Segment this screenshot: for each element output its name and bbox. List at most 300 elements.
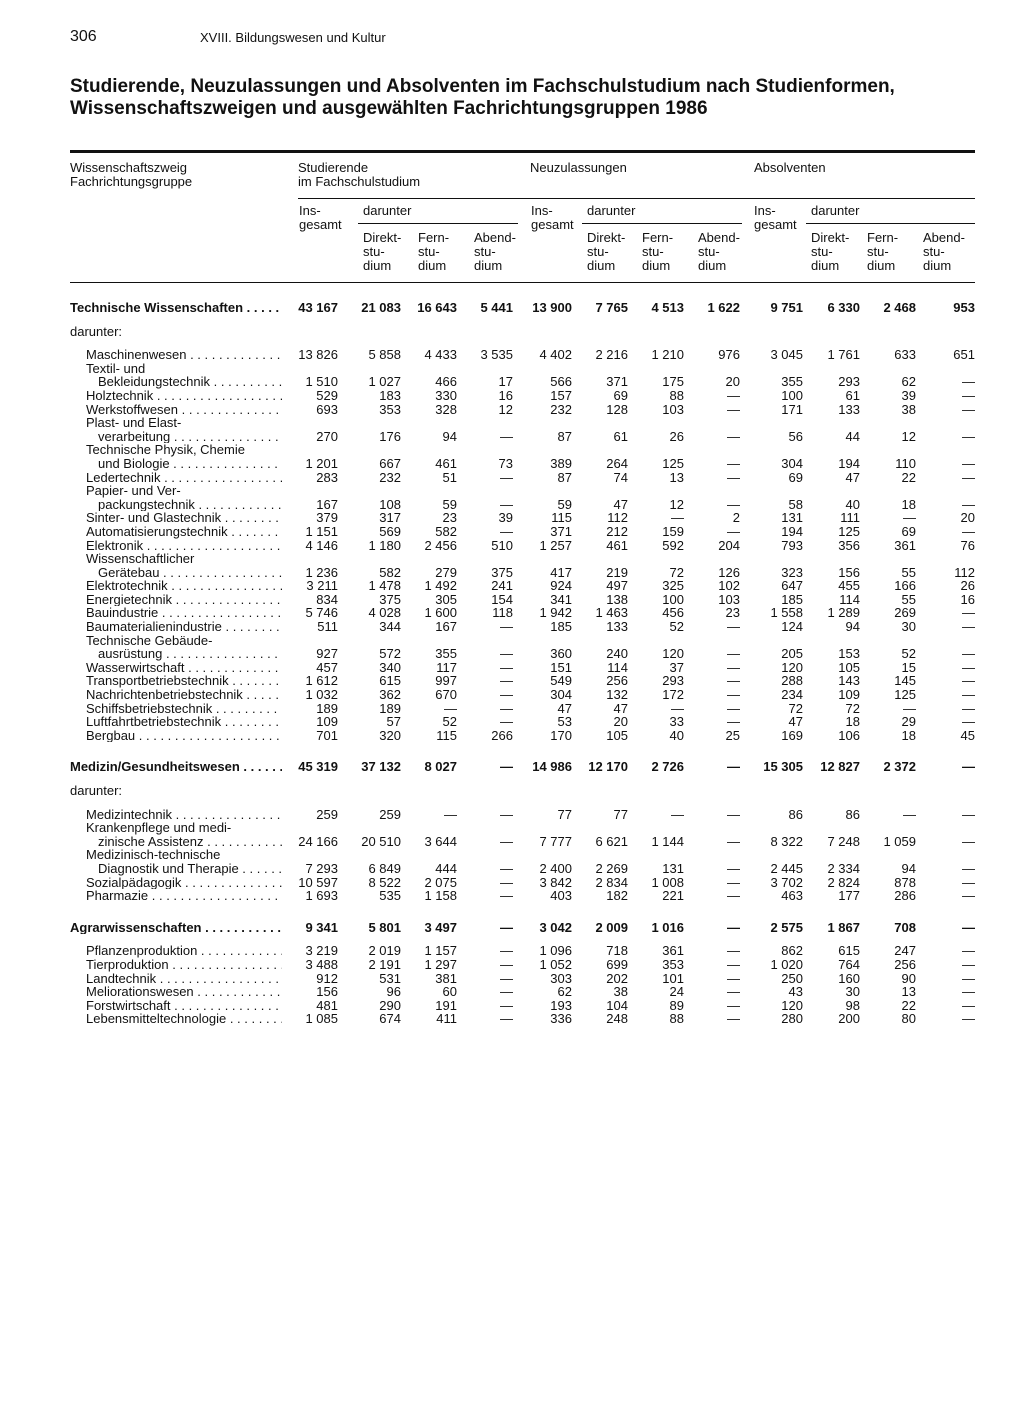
table-cell: 510 [491,537,513,553]
table-cell: 89 [669,997,684,1013]
table-cell: 444 [435,860,457,876]
table-cell: 293 [838,374,860,390]
table-cell: — [962,619,975,635]
table-cell: 72 [669,564,684,580]
table-cell: 288 [781,673,803,689]
insgesamt-line: Ins- [531,203,553,218]
table-cell: — [727,700,740,716]
table-cell: 330 [435,387,457,403]
row-label-text: Technische Gebäude- [86,633,213,648]
table-cell: — [500,700,513,716]
table-cell: 90 [901,970,916,986]
table-cell: — [500,997,513,1013]
table-cell: 12 [669,496,684,512]
table-cell: 3 842 [539,874,572,890]
table-cell: 1 693 [305,888,338,904]
table-cell: 360 [550,646,572,662]
table-cell: 456 [662,605,684,621]
table-cell: 16 [498,387,513,403]
table-cell: 1 236 [305,564,338,580]
table-row [70,525,975,539]
table-cell: 194 [838,455,860,471]
table-cell: 43 167 [298,300,338,315]
table-cell: 256 [606,673,628,689]
insgesamt-line: gesamt [531,217,574,232]
sub-line: Abend- [474,230,516,245]
row-label-text: Sinter- und Glastechnik . . . [70,511,282,525]
table-cell: 47 [613,700,628,716]
table-row [70,1012,975,1026]
row-label-text: Medizinisch-technische [86,848,221,862]
row-label-text: Forstwirtschaft . . . [70,999,282,1013]
table-cell: 45 [960,727,975,743]
table-cell: — [962,401,975,417]
row-label-text: Nachrichtenbetriebstechnik . . . [70,688,282,702]
sub-line: stu- [642,244,664,259]
table-cell: 259 [379,806,401,822]
table-cell: 23 [725,605,740,621]
table-cell: 13 [669,469,684,485]
table-cell: 344 [379,619,401,635]
table-cell: 94 [442,428,457,444]
table-cell: 112 [607,510,628,526]
table-cell: 1 463 [595,605,628,621]
table-cell: — [500,943,513,959]
table-cell: 145 [894,673,916,689]
table-cell: 5 441 [480,300,513,315]
table-cell: 290 [379,997,401,1013]
table-cell: 39 [498,510,513,526]
table-cell: 51 [442,469,457,485]
table-cell: — [962,687,975,703]
row-label-text: Elektrotechnik . . . [70,579,282,593]
table-cell: — [444,806,457,822]
row-label-text: Agrarwissenschaften . . . [70,921,282,935]
table-cell: 615 [379,673,401,689]
table-cell: 566 [550,374,572,390]
table-cell: 1 257 [539,537,572,553]
table-cell: 22 [901,469,916,485]
empty-cell [282,552,975,566]
sub-line: dium [867,258,896,273]
darunter-header: darunter [587,203,636,218]
table-cell: — [962,888,975,904]
table-cell: 13 900 [532,300,572,315]
table-cell: — [727,860,740,876]
table-cell: — [727,997,740,1013]
table-cell: 120 [781,997,803,1013]
table-rows [70,283,975,1026]
table-cell: 912 [316,970,338,986]
table-cell: 764 [838,956,860,972]
table-cell: 647 [781,578,803,594]
table-cell: 33 [669,714,684,730]
row-label [70,688,282,702]
table-title [70,76,970,120]
table-row [70,579,975,593]
table-cell: 1 032 [305,687,338,703]
table-row [70,715,975,729]
table-cell: — [500,496,513,512]
table-row [70,889,975,903]
table-cell: 2 824 [827,874,860,890]
group-header-line: Absolventen [754,160,826,175]
insgesamt-line: gesamt [299,217,342,232]
table-cell: 194 [781,523,803,539]
table-cell: — [671,700,684,716]
table-cell: 72 [845,700,860,716]
table-cell: — [962,469,975,485]
table-row [70,430,975,444]
table-cell: 212 [606,523,628,539]
table-cell: 1 151 [305,523,338,539]
table-cell: 379 [316,510,338,526]
table-cell: 12 827 [820,759,860,775]
row-label [70,715,282,729]
empty-cell [282,484,975,498]
table-cell: 5 746 [305,605,338,621]
table-cell: 4 028 [368,605,401,621]
table-cell: 87 [557,428,572,444]
table-cell: 114 [839,591,860,607]
table-row [70,375,975,389]
table-cell: 1 201 [305,455,338,471]
group-header-absolventen [754,161,826,175]
table-cell: 202 [606,970,628,986]
table-cell: 2 [732,510,740,526]
row-label [70,511,282,525]
row-label [70,999,282,1013]
row-label [70,848,282,862]
table-cell: — [727,496,740,512]
table-cell: 389 [550,455,572,471]
sub-line: dium [474,258,503,273]
table-row [70,958,975,972]
table-cell: — [962,714,975,730]
table-cell: 461 [435,455,457,471]
table-cell: 1 210 [651,347,684,363]
sub-line: dium [418,258,447,273]
table-cell: 371 [606,374,628,390]
table-cell: 270 [316,428,338,444]
table-cell: 105 [838,659,860,675]
table-cell: 878 [894,874,916,890]
table-cell: 259 [316,806,338,822]
sub-line: Fern- [867,230,899,245]
table-cell: 156 [316,984,338,1000]
row-label [70,889,282,903]
table-cell: 701 [316,727,338,743]
table-cell: — [727,646,740,662]
sub-line: dium [363,258,392,273]
row-label-text: Elektronik . . . [70,539,282,553]
table-cell: 304 [781,455,803,471]
fernstudium-header [418,231,449,273]
table-cell: 59 [442,496,457,512]
table-cell: 88 [669,387,684,403]
table-cell: 549 [550,673,572,689]
table-cell: 30 [901,619,916,635]
row-label-text: Sozialpädagogik . . . [70,876,282,890]
table-row [70,457,975,471]
table-cell: 16 [960,591,975,607]
darunter-header: darunter [811,203,860,218]
row-label-text: Medizintechnik . . . [70,808,282,822]
table-cell: 8 027 [424,759,457,775]
table-cell: — [500,833,513,849]
table-cell: 699 [606,956,628,972]
row-label [70,903,282,935]
row-label [70,403,282,417]
table-cell: 976 [718,347,740,363]
table-cell: 191 [435,997,457,1013]
table-cell: 651 [953,347,975,363]
table-cell: 461 [606,537,628,553]
table-cell: — [500,806,513,822]
table-cell: 72 [788,700,803,716]
table-cell: — [500,659,513,675]
table-cell: 189 [379,700,401,716]
sub-line: Fern- [418,230,450,245]
table-cell: — [727,401,740,417]
table-cell: 2 468 [883,300,916,315]
table-cell: 582 [379,564,401,580]
row-label [70,972,282,986]
table-cell: — [727,469,740,485]
table-cell: 114 [607,659,628,675]
table-cell: 336 [550,1011,572,1027]
empty-cell [282,774,975,808]
table-cell: 13 826 [298,347,338,363]
table-cell: 997 [435,673,457,689]
table-row [70,511,975,525]
table-cell: 323 [781,564,803,580]
table-cell: — [727,888,740,904]
insgesamt-line: gesamt [754,217,797,232]
table-cell: 109 [838,687,860,703]
stub-header-line: Wissenschaftszweig [70,160,188,175]
table-cell: 18 [901,496,916,512]
table-cell: 37 [669,659,684,675]
table-row [70,389,975,403]
table-cell: 182 [606,888,628,904]
table-cell: — [962,428,975,444]
insgesamt-header [531,204,574,232]
table-cell: 56 [788,428,803,444]
abendstudium-header [474,231,516,273]
table-cell: 481 [316,997,338,1013]
row-label [70,566,282,580]
table-cell: 1 144 [651,833,684,849]
table-cell: 94 [901,860,916,876]
table-cell: — [903,510,916,526]
table-cell: 497 [606,578,628,594]
table-cell: 3 042 [539,919,572,935]
row-label [70,315,282,349]
table-cell: 457 [316,659,338,675]
table-row [70,876,975,890]
table-cell: 52 [901,646,916,662]
table-cell: 62 [901,374,916,390]
table-cell: — [727,714,740,730]
table-row [70,283,975,315]
table-cell: 26 [669,428,684,444]
table-row [70,647,975,661]
table-cell: 953 [953,300,975,315]
table-cell: 371 [550,523,572,539]
table-cell: — [727,1011,740,1027]
table-cell: 18 [845,714,860,730]
table-cell: 361 [894,537,916,553]
table-cell: 708 [894,919,916,935]
table-cell: 120 [662,646,684,662]
row-label-text: Pharmazie . . . [70,889,282,903]
table-cell: 76 [960,537,975,553]
table-cell: 266 [491,727,513,743]
table-cell: 219 [606,564,628,580]
row-label [70,457,282,471]
table-cell: 286 [894,888,916,904]
table-cell: — [500,469,513,485]
table-row [70,552,975,566]
table-cell: 280 [781,1011,803,1027]
row-label [70,416,282,430]
table-cell: 58 [788,496,803,512]
row-label-text: Medizin/Gesundheitswesen . . . [70,760,282,774]
table-cell: 303 [550,970,572,986]
table-row [70,566,975,580]
table-row [70,742,975,774]
table-cell: 61 [845,387,860,403]
table-cell: — [962,984,975,1000]
row-label [70,944,282,958]
table-cell: 633 [894,347,916,363]
table-cell: — [962,496,975,512]
table-cell: 355 [781,374,803,390]
table-row [70,903,975,935]
table-cell: 118 [492,605,513,621]
table-cell: — [500,874,513,890]
table-cell: 69 [788,469,803,485]
table-cell: 353 [662,956,684,972]
row-label [70,348,282,362]
group-header-neuzulassungen [530,161,627,175]
table-cell: 77 [613,806,628,822]
table-cell: — [500,1011,513,1027]
title-line-1: Studierende, Neuzulassungen und Absolventen im Fachschulstudium nach Studienformen, [70,76,895,97]
table-cell: — [500,619,513,635]
table-cell: — [500,919,513,935]
table-cell: — [671,806,684,822]
table-cell: 1 867 [827,919,860,935]
table-cell: 250 [781,970,803,986]
table-cell: 60 [442,984,457,1000]
row-label-text: Landtechnik . . . [70,972,282,986]
table-cell: 128 [606,401,628,417]
table-cell: 2 726 [651,759,684,775]
table-cell: 582 [435,523,457,539]
table-cell: 6 330 [827,300,860,315]
table-cell: — [727,833,740,849]
table-cell: 1 942 [539,605,572,621]
table-row [70,972,975,986]
table-cell: 862 [781,943,803,959]
row-label [70,443,282,457]
table-cell: 26 [960,578,975,594]
table-row [70,835,975,849]
table-cell: 15 305 [763,759,803,775]
table-cell: 47 [845,469,860,485]
row-label [70,430,282,444]
table-cell: 124 [781,619,803,635]
table-cell: — [962,659,975,675]
table-cell: 115 [551,510,572,526]
table-cell: 39 [901,387,916,403]
empty-cell [282,848,975,862]
table-cell: — [500,970,513,986]
table-cell: 2 372 [883,759,916,775]
table-cell: 381 [435,970,457,986]
table-cell: 77 [557,806,572,822]
table-cell: — [962,523,975,539]
table-cell: 74 [613,469,628,485]
table-cell: 340 [379,659,401,675]
fernstudium-header [867,231,898,273]
table-cell: 14 986 [532,759,572,775]
table-cell: 569 [379,523,401,539]
table-cell: 133 [838,401,860,417]
table-cell: 55 [901,591,916,607]
table-cell: — [500,860,513,876]
row-label [70,774,282,808]
table-cell: 834 [316,591,338,607]
table-cell: 171 [781,401,803,417]
sub-line: Direkt- [363,230,402,245]
table-cell: 305 [435,591,457,607]
table-cell: — [500,428,513,444]
table-cell: 12 170 [588,759,628,775]
table-cell: 47 [788,714,803,730]
table-cell: — [727,970,740,986]
table-cell: 16 643 [417,300,457,315]
table-cell: 47 [557,700,572,716]
group-header-line: Studierende [298,160,369,175]
table-cell: 88 [669,1011,684,1027]
table-cell: 325 [662,578,684,594]
table-cell: — [500,646,513,662]
empty-cell [282,362,975,376]
table-cell: 361 [662,943,684,959]
direktstudium-header [363,231,401,273]
table-cell: 264 [606,455,628,471]
table-cell: — [727,984,740,1000]
row-label-text: Schiffsbetriebstechnik . . . [70,702,282,716]
title-line-2: Wissenschaftszweigen und ausgewählten Fachrichtungsgruppen 1986 [70,98,708,119]
empty-cell [282,821,975,835]
table-cell: 133 [606,619,628,635]
table-cell: 103 [662,401,684,417]
table-cell: 125 [894,687,916,703]
table-cell: 189 [316,700,338,716]
table-cell: 185 [550,619,572,635]
table-cell: 138 [606,591,628,607]
table-cell: 44 [845,428,860,444]
table-cell: 153 [838,646,860,662]
table-row [70,498,975,512]
sub-line: stu- [363,244,385,259]
table-cell: 120 [781,659,803,675]
table-cell: 2 445 [770,860,803,876]
